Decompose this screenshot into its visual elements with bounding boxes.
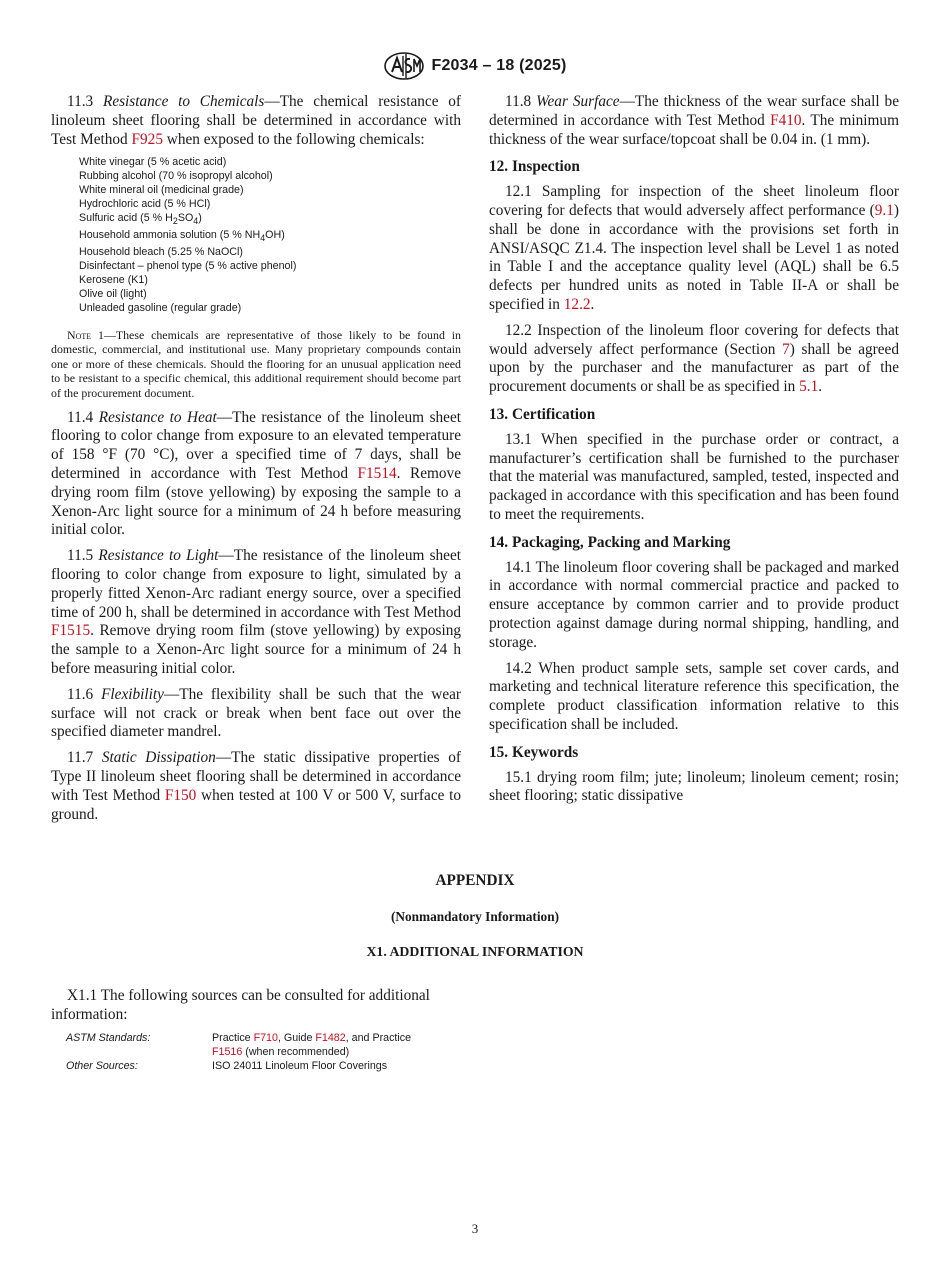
section-heading-certification: 13. Certification	[489, 405, 596, 423]
list-item-text: Household ammonia solution (5 % NH	[79, 229, 261, 242]
paragraph-x1-1	[51, 987, 461, 1025]
list-item	[79, 229, 461, 246]
para-text: —The static dissipative properties of Type II linoleum sheet flooring shall be determined in accordance with Test Method	[51, 749, 461, 804]
paragraph-14-2: 14.2 When product sample sets, sample set cover cards, and marketing and technical literature reference this specification, the complete product classification information relative to this specification shall be included.	[489, 659, 899, 733]
reference-table	[66, 1032, 442, 1073]
ref-text: , Guide	[277, 1032, 316, 1044]
document-code: F2034 – 18 (2025)	[431, 57, 567, 74]
ref-value	[212, 1032, 442, 1060]
ref-text: Practice	[212, 1032, 254, 1044]
subscript: 4	[193, 216, 199, 227]
list-item-text: OH)	[265, 229, 285, 242]
page-number: 3	[471, 1221, 479, 1236]
paragraph-13-1: 13.1 When specified in the purchase order or contract, a manufacturer’s certification shall be furnished to the purchaser that the material was manufactured, sampled, tested, inspected and packaged in accordance with this specification and has been found to meet the requirements.	[489, 430, 899, 523]
list-item: Rubbing alcohol (70 % isopropyl alcohol)	[79, 170, 273, 183]
paragraph-12-2	[489, 322, 899, 397]
ref-label: ASTM Standards:	[66, 1032, 151, 1044]
para-number: 11.5	[67, 547, 94, 565]
list-item: Hydrochloric acid (5 % HCl)	[79, 198, 211, 211]
section-heading-keywords: 15. Keywords	[489, 743, 579, 761]
subscript: 4	[260, 233, 266, 244]
left-column	[51, 93, 461, 831]
link-9-1[interactable]: 9.1	[874, 201, 894, 219]
paragraph-11-6	[51, 686, 461, 742]
paragraph-11-3	[51, 93, 461, 149]
para-title: Resistance to Heat	[98, 408, 217, 426]
para-text: —The resistance of the linoleum sheet flooring to color change from exposure to light, simulated by a properly fitted Xenon-Arc radiant energy source, over a specified time of 200 h, shall be determined in accordance with Test Method	[51, 547, 462, 621]
list-item: Kerosene (K1)	[79, 273, 148, 286]
para-text: —The thickness of the wear surface shall be determined in accordance with Test Method	[489, 93, 899, 129]
para-text: —The chemical resistance of linoleum sheet flooring shall be determined in accordance with Test Method	[51, 93, 462, 148]
list-item: Disinfectant – phenol type (5 % active phenol)	[79, 260, 297, 273]
para-text: —The resistance of the linoleum sheet flooring to color change from exposure to an elevated temperature of 158 °F (70 °C), over a specified time of 7 days, shall be determined in accordance with Test Method	[51, 408, 461, 482]
para-text: . Remove drying room film (stove yellowing) by exposing the sample to a Xenon-Arc light source for a minimum of 24 h before measuring initial color.	[51, 622, 461, 677]
para-text: —The flexibility shall be such that the wear surface will not crack or break when bent face out over the specified diameter mandrel.	[51, 685, 462, 741]
appendix-title: APPENDIX	[435, 872, 515, 889]
link-12-2[interactable]: 12.2	[563, 295, 591, 313]
paragraph-11-8	[489, 93, 899, 149]
para-title: Resistance to Light	[98, 547, 219, 565]
section-heading-inspection: 12. Inspection	[489, 158, 580, 176]
subscript: 2	[172, 216, 178, 227]
link-f150[interactable]: F150	[164, 786, 197, 804]
table-row	[66, 1060, 442, 1074]
para-text: ) shall be agreed upon by the purchaser and the manufacturer as part of the procurement documents or shall be as specified in	[489, 340, 900, 396]
para-text: X1.1 The following sources can be consulted for additional information:	[51, 987, 430, 1023]
ref-text: , and Practice	[345, 1032, 412, 1044]
para-text: . Remove drying room film (stove yellowing) by exposing the sample to a Xenon-Arc light source for a minimum of 24 h before measuring initial color.	[51, 465, 461, 539]
para-title: Flexibility	[101, 685, 164, 703]
paragraph-15-1: 15.1 drying room film; jute; linoleum; linoleum cement; rosin; sheet flooring; static dissipative	[489, 768, 899, 805]
appendix-section-title: X1. ADDITIONAL INFORMATION	[366, 944, 584, 959]
astm-logo-icon	[383, 50, 425, 82]
para-number: 11.7	[67, 749, 94, 767]
link-f1514[interactable]: F1514	[357, 465, 397, 482]
paragraph-11-4	[51, 409, 461, 541]
list-item-text: Sulfuric acid (5 % H	[79, 212, 173, 225]
paragraph-11-5	[51, 547, 461, 679]
page-header	[0, 50, 950, 87]
paragraph-14-1: 14.1 The linoleum floor covering shall be packaged and marked in accordance with normal commercial practice and packed to ensure acceptance by common carrier and to provide product protection against damage during normal shipping, handling, and storage.	[489, 558, 899, 651]
ref-value: ISO 24011 Linoleum Floor Coverings	[212, 1059, 388, 1072]
chemicals-list	[79, 156, 461, 315]
para-text: when tested at 100 V or 500 V, surface to ground.	[51, 786, 461, 823]
ref-text: (when recommended)	[242, 1045, 350, 1058]
para-text: .	[590, 295, 595, 313]
list-item: White vinegar (5 % acetic acid)	[79, 156, 227, 169]
para-text: 12.2 Inspection of the linoleum floor covering for defects that would adversely affect performance (Section	[489, 321, 899, 358]
link-f710[interactable]: F710	[253, 1032, 278, 1044]
link-f1516[interactable]: F1516	[212, 1045, 243, 1058]
para-text: when exposed to the following chemicals:	[162, 130, 425, 148]
list-item: White mineral oil (medicinal grade)	[79, 184, 244, 197]
para-title: Wear Surface	[536, 93, 620, 110]
para-number: 11.3	[67, 93, 94, 110]
link-5-1[interactable]: 5.1	[799, 378, 819, 396]
para-number: 11.6	[67, 685, 94, 703]
para-title: Resistance to Chemicals	[102, 93, 265, 110]
list-item	[79, 212, 461, 229]
note-label: Note 1	[67, 327, 104, 342]
link-f1515[interactable]: F1515	[51, 622, 91, 640]
list-item-text: )	[198, 212, 202, 225]
para-number: 11.8	[505, 93, 532, 110]
link-f1482[interactable]: F1482	[315, 1032, 346, 1044]
link-section-7[interactable]: 7	[782, 340, 790, 358]
list-item: Unleaded gasoline (regular grade)	[79, 301, 242, 314]
right-column	[489, 93, 899, 813]
list-item-text: SO	[177, 212, 194, 225]
para-text: . The minimum thickness of the wear surface/topcoat shall be 0.04 in. (1 mm).	[489, 111, 899, 148]
para-text: .	[818, 378, 823, 396]
para-number: 11.4	[67, 408, 94, 426]
para-text: ) shall be done in accordance with the provisions set forth in ANSI/ASQC Z1.4. The inspection level shall be Level 1 as noted in Table I and the acceptance quality level (AQL) shall be 6.5 defects per hundred units as noted in Table II-A or shall be specified in	[489, 201, 899, 313]
list-item: Household bleach (5.25 % NaOCl)	[79, 246, 243, 259]
paragraph-12-1	[489, 183, 899, 315]
note-1	[51, 328, 461, 401]
section-heading-packaging: 14. Packaging, Packing and Marking	[489, 533, 731, 551]
note-text: —These chemicals are representative of those likely to be found in domestic, commercial, and institutional use. Many proprietary compounds contain one or more of these chemicals. Should the flooring for an unusual application need to be resistant to a specific chemical, this additional requirement should become part of the procurement document.	[51, 327, 461, 401]
link-f925[interactable]: F925	[131, 130, 163, 148]
para-text: 12.1 Sampling for inspection of the sheet linoleum floor covering for defects that would adversely affect performance (	[489, 183, 899, 219]
ref-label: Other Sources:	[66, 1059, 138, 1072]
appendix-subtitle: (Nonmandatory Information)	[390, 909, 560, 924]
table-row	[66, 1032, 442, 1060]
paragraph-11-7	[51, 749, 461, 824]
list-item: Olive oil (light)	[79, 287, 147, 300]
para-title: Static Dissipation	[101, 749, 216, 767]
link-f410[interactable]: F410	[770, 111, 802, 129]
